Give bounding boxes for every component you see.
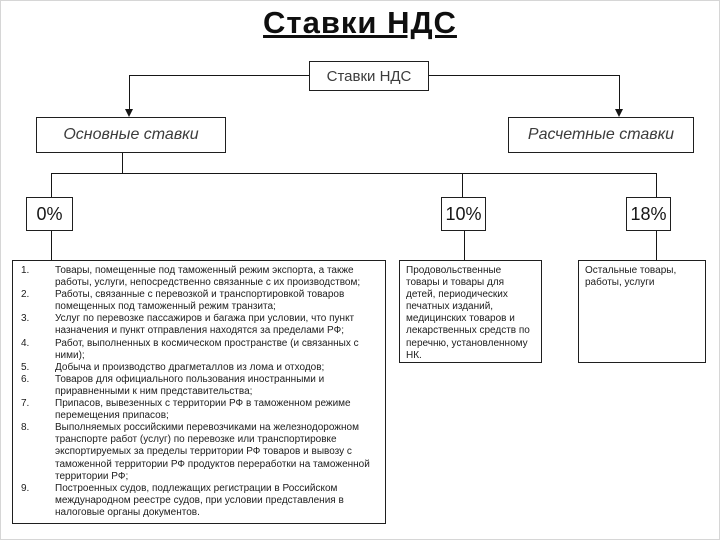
list-item-number: 6. xyxy=(21,373,30,385)
block-rate-10-text: Продовольственные товары и товары для детей, периодических печатных изданий, медицинских товаров и лекарственных средств по перечню, установленному НК. xyxy=(406,265,530,361)
connector-root-to-right-stem xyxy=(619,75,620,109)
node-stavki-nds xyxy=(309,61,429,91)
list-item-text: Построенных судов, подлежащих регистрации в Российском международном реестре судов, при условии представления в налоговые органы документов. xyxy=(55,482,344,518)
connector-rate-10-to-block xyxy=(464,231,465,260)
list-item xyxy=(13,374,385,398)
node-rate-10 xyxy=(441,197,486,231)
list-item xyxy=(13,422,385,482)
node-osnovnye-stavki-label: Основные ставки xyxy=(63,126,199,143)
list-item-text: Услуг по перевозке пассажиров и багажа при условии, что пункт назначения и пункт отправления находятся за пределами РФ; xyxy=(55,313,355,337)
node-raschetnye-stavki xyxy=(508,117,694,153)
list-item-text: Добыча и производство драгметаллов из лома и отходов; xyxy=(55,361,325,373)
list-item-text: Работ, выполненных в космическом пространстве (и связанных с ними); xyxy=(55,337,359,361)
list-item-text: Выполняемых российскими перевозчиками на железнодорожном транспорте работ (услуг) по перевозке или транспортировке экспортируемых за пределы территории РФ товаров и вывозу с таможенной территории РФ продуктов переработки на таможенной территории РФ; xyxy=(55,422,370,482)
node-osnovnye-stavki xyxy=(36,117,226,153)
list-item-text: Товаров для официального пользования иностранными и приравненными к ним представительства; xyxy=(55,373,325,397)
list-item-text: Работы, связанные с перевозкой и транспортировкой товаров помещенных под таможенный режим транзита; xyxy=(55,289,345,313)
list-item xyxy=(13,265,385,289)
list-item-text: Припасов, вывезенных с территории РФ в таможенном режиме перемещения припасов; xyxy=(55,398,351,422)
node-rate-0 xyxy=(26,197,73,231)
list-item-number: 1. xyxy=(21,265,30,276)
node-rate-18-label: 18% xyxy=(630,203,667,224)
connector-rates-bus xyxy=(51,173,657,174)
list-item-text: Товары, помещенные под таможенный режим экспорта, а также работы, услуги, непосредственно связанные с их производством; xyxy=(55,265,361,289)
node-stavki-nds-label: Ставки НДС xyxy=(326,67,412,85)
connector-drop-0 xyxy=(51,173,52,197)
list-item-number: 5. xyxy=(21,361,30,373)
connector-rate-18-to-block xyxy=(656,231,657,260)
node-rate-10-label: 10% xyxy=(445,203,482,224)
node-rate-0-label: 0% xyxy=(36,203,63,224)
list-item xyxy=(13,289,385,313)
list-item xyxy=(13,362,385,374)
block-rate-18-text: Остальные товары, работы, услуги xyxy=(585,265,677,289)
list-item-number: 2. xyxy=(21,289,30,301)
connector-drop-18 xyxy=(656,173,657,197)
block-rate-10-details xyxy=(399,260,542,363)
list-item xyxy=(13,398,385,422)
arrowhead-down-right-icon xyxy=(615,109,623,117)
list-item-number: 3. xyxy=(21,313,30,325)
connector-rate-0-to-block xyxy=(51,231,52,260)
connector-root-to-left-stem xyxy=(129,75,130,109)
page-title: Ставки НДС xyxy=(263,5,457,40)
block-rate-18-details xyxy=(578,260,706,363)
connector-drop-10 xyxy=(462,173,463,197)
block-rate-0-details xyxy=(12,260,386,524)
list-item-number: 9. xyxy=(21,482,30,494)
arrowhead-down-left-icon xyxy=(125,109,133,117)
list-item xyxy=(13,313,385,337)
list-item xyxy=(13,338,385,362)
list-item-number: 4. xyxy=(21,337,30,349)
node-rate-18 xyxy=(626,197,671,231)
connector-root-to-left xyxy=(129,75,309,76)
connector-root-to-right xyxy=(429,75,619,76)
list-item xyxy=(13,483,385,519)
list-item-number: 7. xyxy=(21,398,30,410)
node-raschetnye-stavki-label: Расчетные ставки xyxy=(527,126,675,143)
list-item-number: 8. xyxy=(21,422,30,434)
connector-branch-left-stem xyxy=(122,153,123,173)
